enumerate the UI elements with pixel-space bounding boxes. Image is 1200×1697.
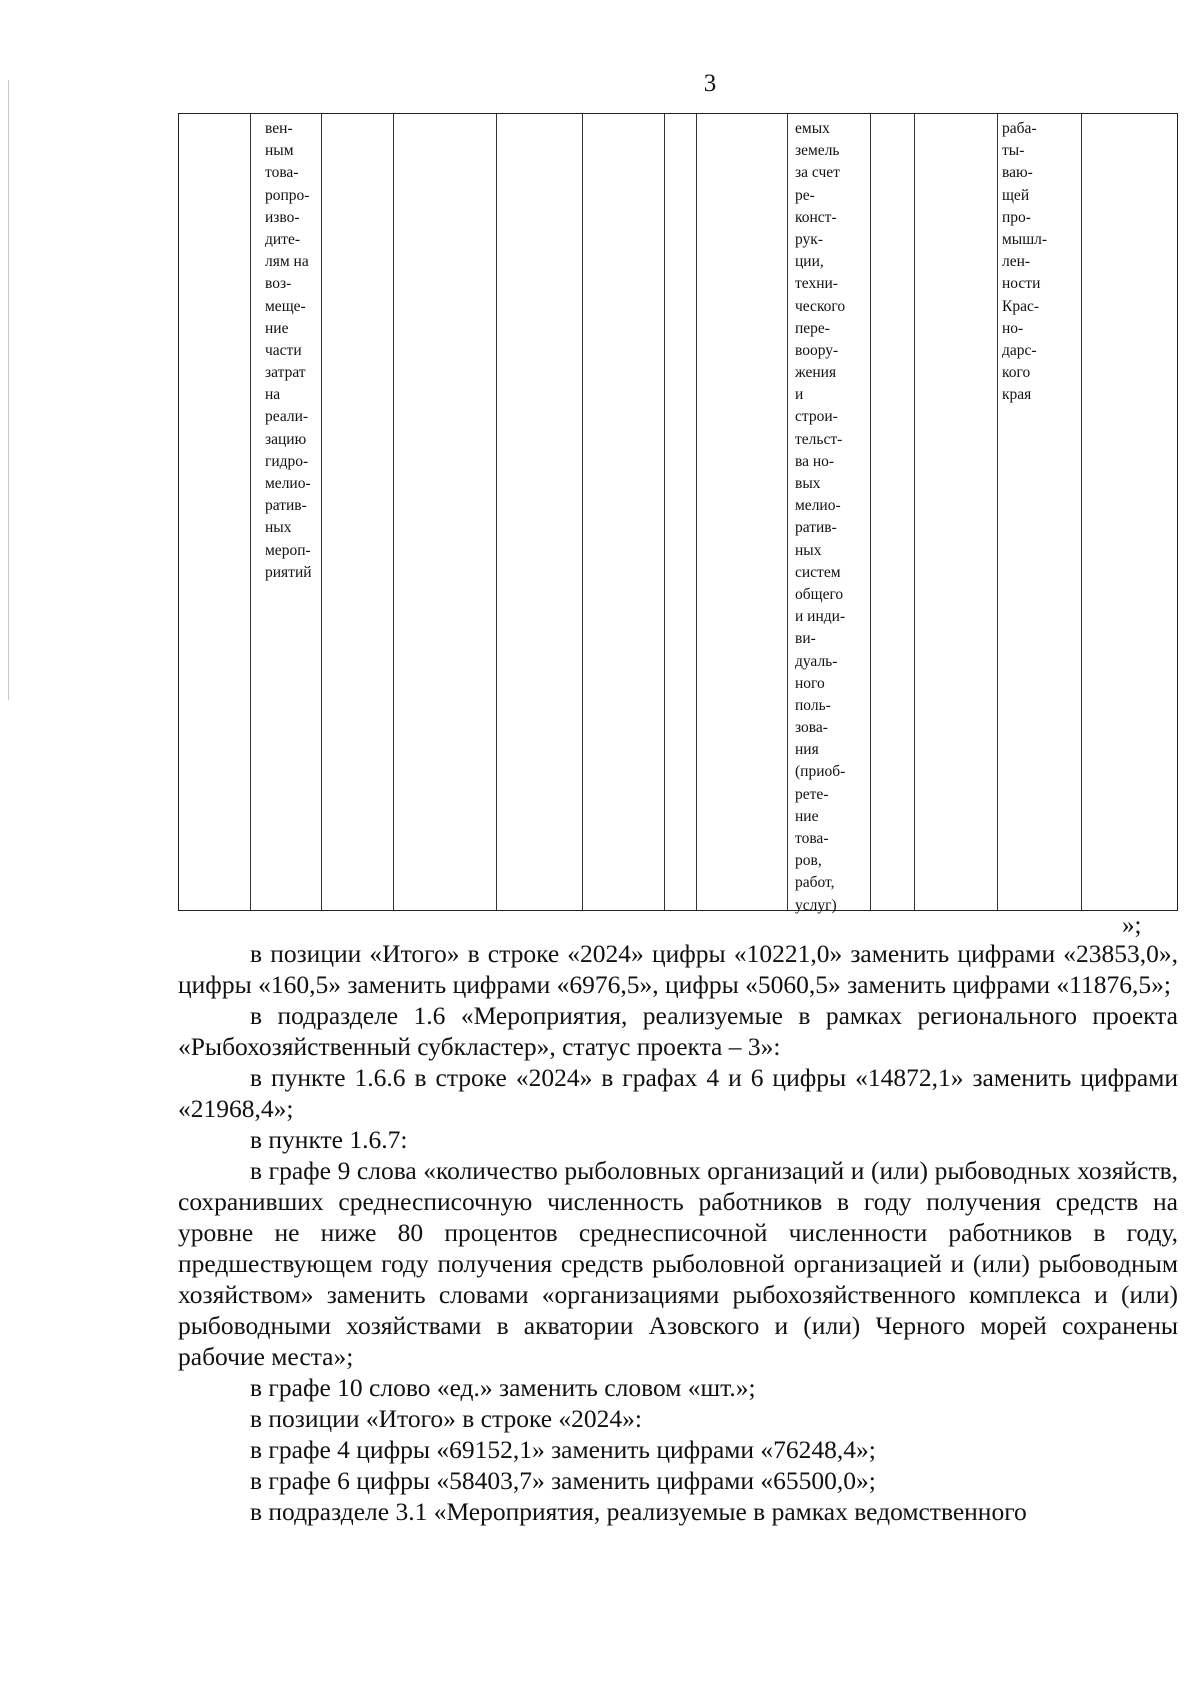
table-cell-line: риятий bbox=[265, 563, 312, 581]
table-cell-line: мышл- bbox=[1002, 230, 1048, 248]
table-cell-line: мелио- bbox=[795, 497, 841, 515]
table-cell-line: и инди- bbox=[795, 608, 846, 626]
paragraph: в графе 4 цифры «69152,1» заменить цифрами «76248,4»; bbox=[250, 1435, 876, 1464]
table-cell-line: ния bbox=[795, 741, 819, 759]
table-cell-line: края bbox=[1002, 386, 1032, 404]
table-cell-line: вен- bbox=[265, 120, 293, 137]
column-divider bbox=[787, 114, 788, 910]
table-cell-line: пере- bbox=[795, 319, 830, 337]
table-cell-line: мероп- bbox=[265, 541, 311, 559]
table-cell-line: ным bbox=[265, 142, 294, 160]
table-cell-line: дарс- bbox=[1002, 341, 1037, 359]
table-cell-line: ных bbox=[265, 519, 292, 537]
table-cell-line: конст- bbox=[795, 208, 837, 226]
table-cell-line: вых bbox=[795, 475, 821, 492]
page-number: 3 bbox=[703, 70, 717, 97]
table-cell-line: техни- bbox=[795, 275, 838, 293]
column-divider bbox=[496, 114, 497, 910]
table-cell-line: ности bbox=[1002, 275, 1041, 293]
table-cell-line: услуг) bbox=[795, 896, 837, 914]
table-cell-line: и bbox=[795, 386, 804, 404]
table-fragment bbox=[178, 113, 1178, 914]
paragraph: в позиции «Итого» в строке «2024» цифры «10221,0» заменить цифрами «23853,0», цифры «160,5» заменить цифрами «6976,5», цифры «5060,5» заменить цифрами «11876,5»; bbox=[178, 939, 1178, 999]
table-cell-line: ратив- bbox=[795, 519, 837, 537]
table-cell-line: но- bbox=[1002, 319, 1024, 337]
table-cell-line: изво- bbox=[265, 208, 300, 226]
paragraph: в графе 6 цифры «58403,7» заменить цифрами «65500,0»; bbox=[250, 1466, 876, 1495]
table-cell-line: щей bbox=[1002, 186, 1030, 204]
table-cell-line: дуаль- bbox=[795, 652, 838, 670]
table-cell-line: ваю- bbox=[1002, 164, 1033, 182]
column-divider bbox=[321, 114, 322, 910]
table-cell-col10 bbox=[795, 118, 845, 917]
table-cell-line: ты- bbox=[1002, 142, 1025, 160]
table-cell-line: ропро- bbox=[265, 186, 310, 204]
table-cell-line: реали- bbox=[265, 408, 309, 426]
table-cell-line: про- bbox=[1002, 208, 1031, 226]
table-cell-line: ного bbox=[795, 674, 825, 692]
column-divider bbox=[914, 114, 915, 910]
paragraph: в подразделе 3.1 «Мероприятия, реализуемые в рамках ведомственного bbox=[250, 1497, 1027, 1526]
table-cell-line: жения bbox=[795, 364, 837, 382]
table-cell-line: лям на bbox=[265, 253, 309, 271]
table-cell-line: ние bbox=[795, 807, 819, 825]
column-divider bbox=[582, 114, 583, 910]
table-cell-line: затрат bbox=[265, 364, 306, 382]
table-cell-line: емых bbox=[795, 120, 830, 137]
paragraph: в пункте 1.6.6 в строке «2024» в графах 4 и 6 цифры «14872,1» заменить цифрами «21968,4»; bbox=[178, 1063, 1178, 1123]
column-divider bbox=[664, 114, 665, 910]
column-divider bbox=[1081, 114, 1082, 910]
paragraph: в графе 10 слово «ед.» заменить словом «шт.»; bbox=[250, 1373, 756, 1402]
table-cell-line: ва но- bbox=[795, 452, 835, 470]
table-cell-line: ние bbox=[265, 319, 289, 337]
table-cell-line: ных bbox=[795, 541, 822, 559]
table-cell-line: систем bbox=[795, 563, 841, 581]
table-cell-line: ре- bbox=[795, 186, 815, 204]
table-cell-line: меще- bbox=[265, 297, 306, 315]
table-cell-line: земель bbox=[795, 142, 840, 160]
column-divider bbox=[393, 114, 394, 910]
amendment-text bbox=[178, 938, 1178, 1527]
table-cell-line: ческого bbox=[795, 297, 846, 315]
paragraph: в графе 9 слова «количество рыболовных организаций и (или) рыбоводных хозяйств, сохранивших среднесписочную численность работников в году получения средств на уровне не ниже 80 процентов среднесписочной численности работников в году, предшествующем году получения средств рыболовной организацией и (или) рыбоводным хозяйством» заменить словами «организациями рыбохозяйственного комплекса и (или) рыбоводными хозяйствами в акватории Азовского и (или) Черного морей сохранены рабочие места»; bbox=[178, 1156, 1178, 1371]
closing-quote: »; bbox=[1122, 912, 1142, 939]
paragraph: в подразделе 1.6 «Мероприятия, реализуемые в рамках регионального проекта «Рыбохозяйственный субкластер», статус проекта – 3»: bbox=[178, 1001, 1178, 1061]
table-cell-line: рете- bbox=[795, 785, 829, 803]
column-divider bbox=[250, 114, 251, 910]
table-cell-line: дите- bbox=[265, 230, 300, 248]
paragraph: в позиции «Итого» в строке «2024»: bbox=[250, 1404, 642, 1433]
table-cell-line: поль- bbox=[795, 696, 831, 714]
table-cell-col13 bbox=[1002, 118, 1047, 406]
table-cell-line: ратив- bbox=[265, 497, 307, 515]
table-cell-line: ции, bbox=[795, 253, 824, 271]
table-cell-line: гидро- bbox=[265, 452, 309, 470]
table-cell-line: ви- bbox=[795, 630, 816, 648]
table-cell-line: воз- bbox=[265, 275, 292, 293]
table-cell-line: ров, bbox=[795, 852, 822, 870]
table-cell-line: това- bbox=[265, 164, 299, 182]
table-cell-line: на bbox=[265, 386, 281, 404]
table-cell-line: зова- bbox=[795, 719, 828, 737]
table-cell-line: строи- bbox=[795, 408, 838, 426]
table-cell-col2 bbox=[265, 118, 312, 584]
table-cell-line: за счет bbox=[795, 164, 840, 182]
table-cell-line: тельст- bbox=[795, 430, 843, 448]
table-cell-line: мелио- bbox=[265, 475, 311, 492]
table-cell-line: (приоб- bbox=[795, 763, 846, 781]
table-cell-line: раба- bbox=[1002, 120, 1037, 137]
table-cell-line: рук- bbox=[795, 230, 823, 248]
scan-artifact bbox=[8, 80, 9, 700]
column-divider bbox=[870, 114, 871, 910]
table-cell-line: зацию bbox=[265, 430, 307, 448]
table-cell-line: работ, bbox=[795, 874, 835, 892]
table-cell-line: Крас- bbox=[1002, 297, 1040, 315]
paragraph: в пункте 1.6.7: bbox=[250, 1125, 408, 1154]
table-cell-line: воору- bbox=[795, 341, 839, 359]
table-cell-line: части bbox=[265, 341, 302, 359]
table-cell-line: лен- bbox=[1002, 253, 1031, 271]
column-divider bbox=[696, 114, 697, 910]
column-divider bbox=[997, 114, 998, 910]
table-cell-line: кого bbox=[1002, 364, 1031, 382]
table-cell-line: общего bbox=[795, 585, 844, 603]
table-cell-line: това- bbox=[795, 830, 829, 847]
